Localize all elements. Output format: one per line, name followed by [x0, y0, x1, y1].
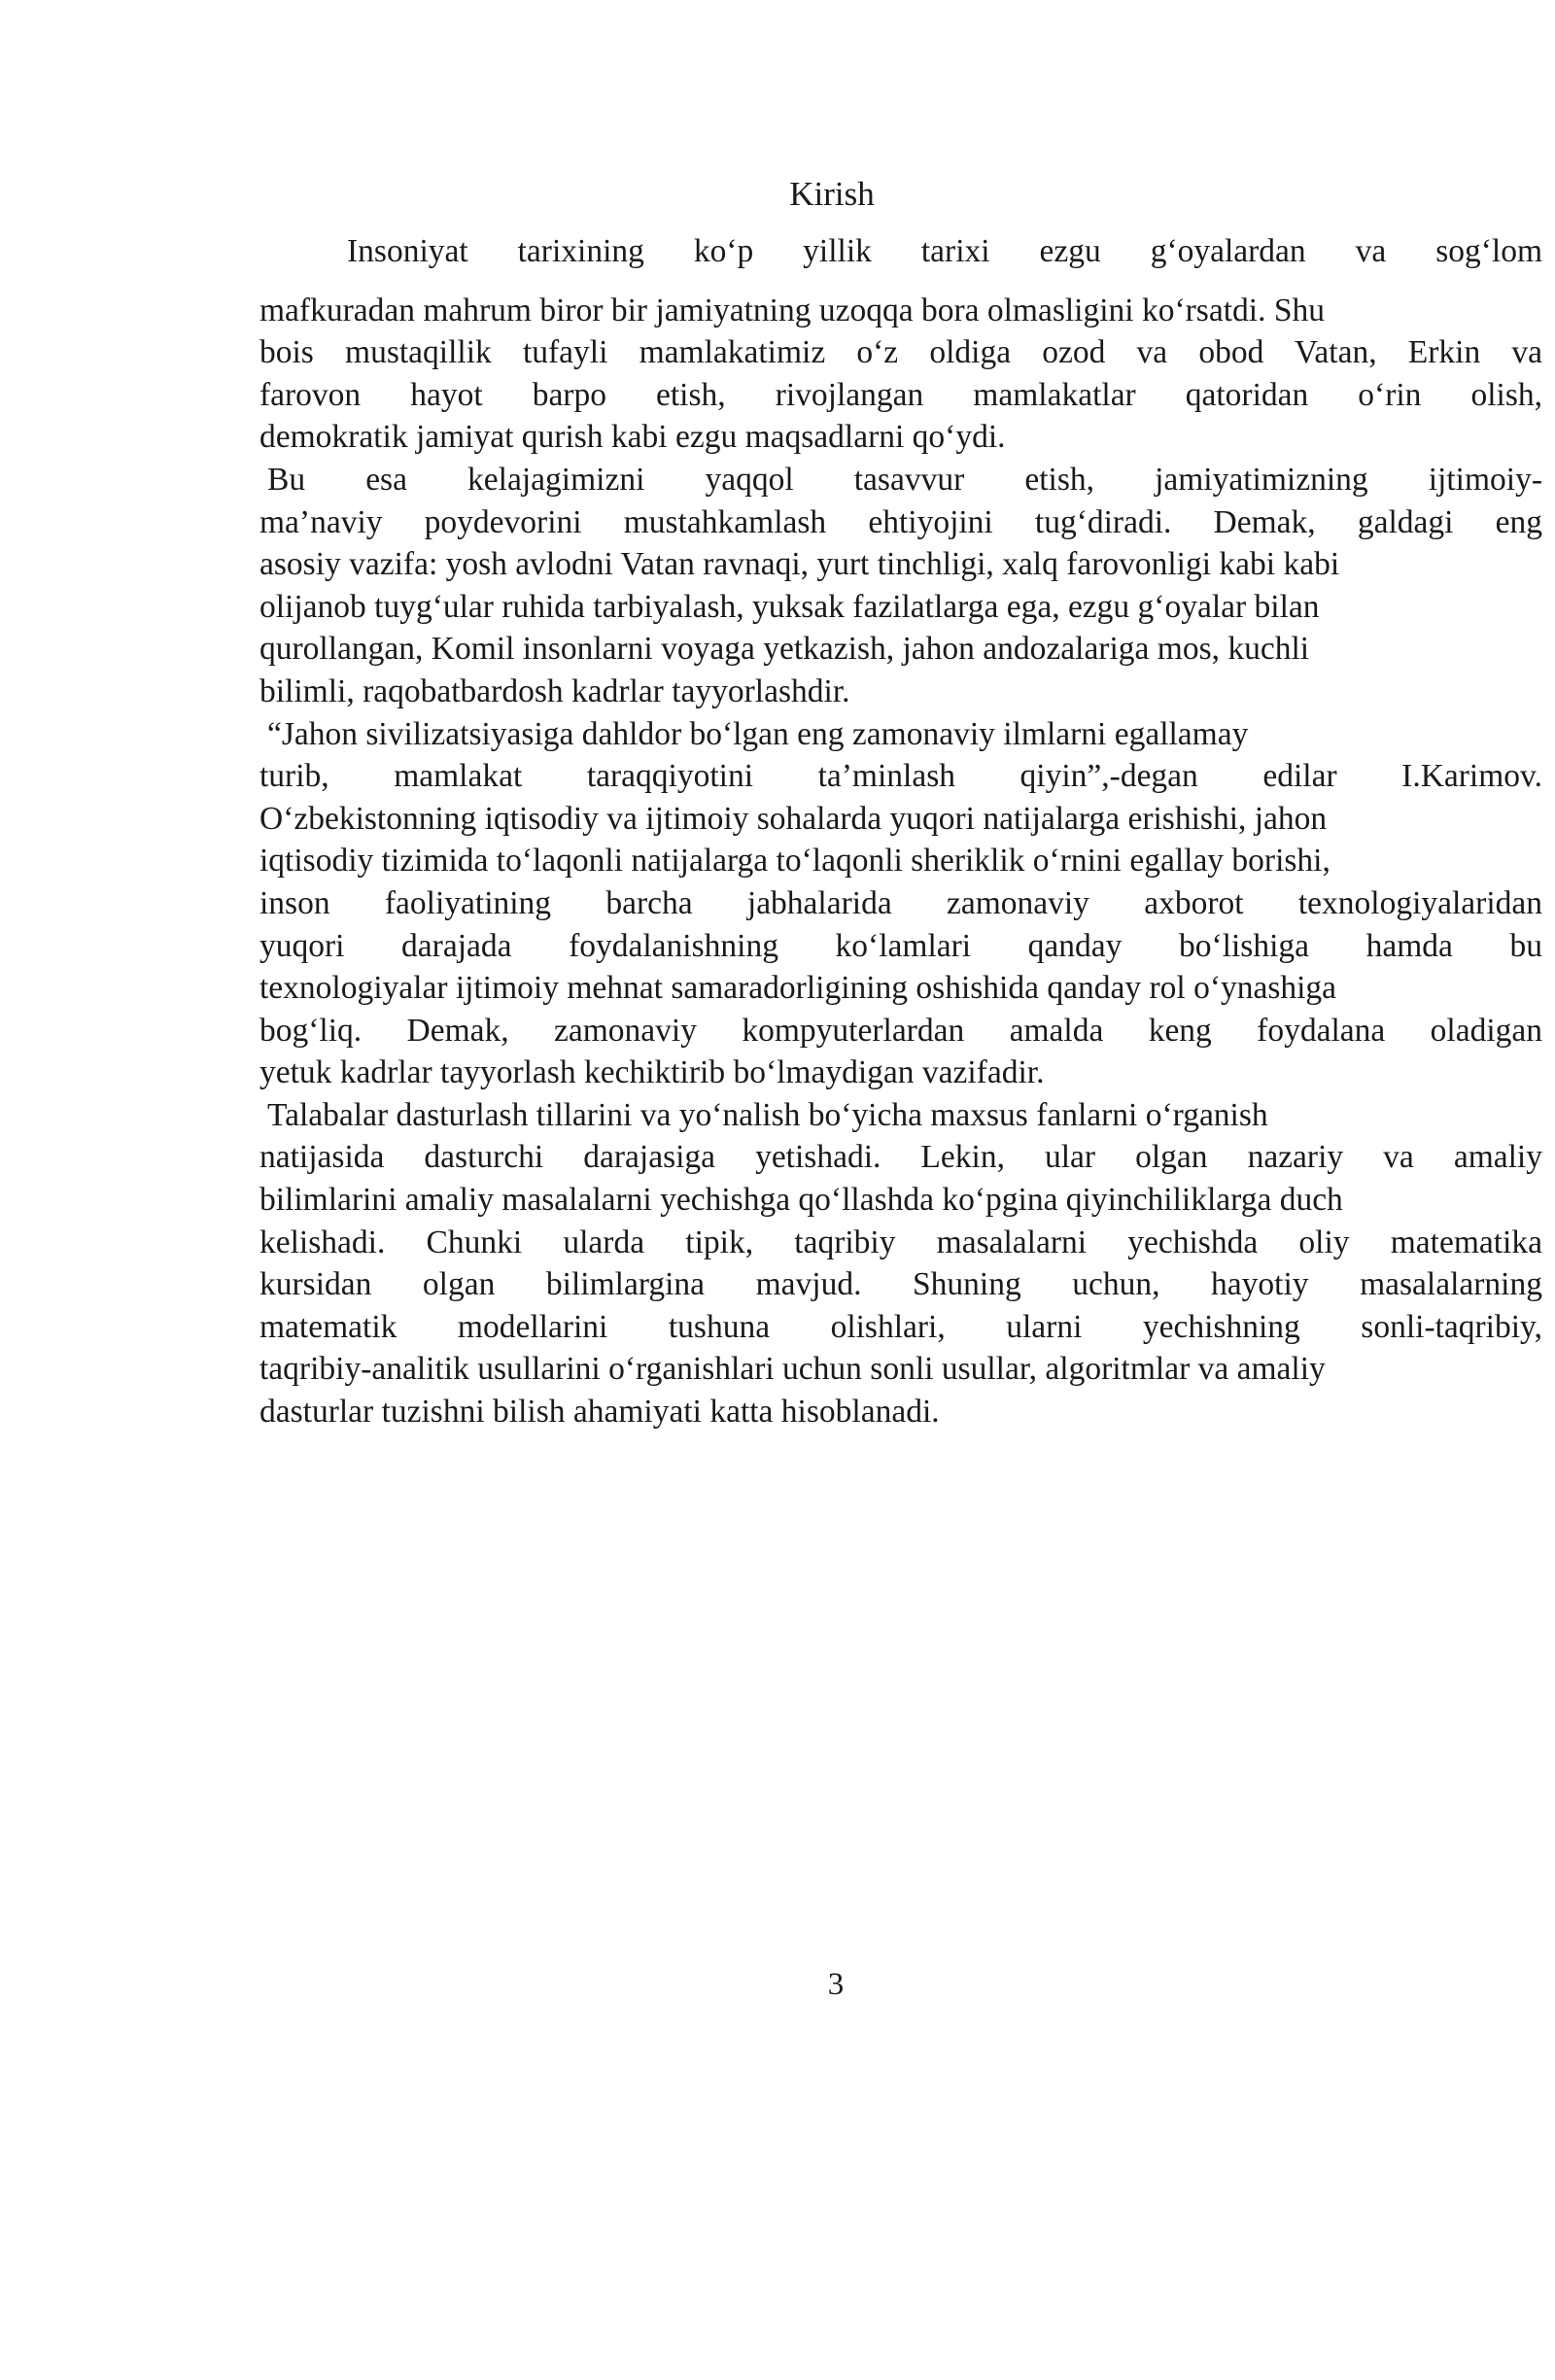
text-line: yetuk kadrlar tayyorlash kechiktirib bo‘lmaydigan vazifadir.	[259, 1054, 1045, 1091]
text-line: matematik modellarini tushuna olishlari, ularni yechishning sonli-taqribiy,	[259, 1308, 1542, 1345]
text-line: texnologiyalar ijtimoiy mehnat samaradorligining oshishida qanday rol o‘ynashiga	[259, 970, 1337, 1007]
text-line: bilimli, raqobatbardosh kadrlar tayyorlashdir.	[259, 673, 850, 709]
text-line: Bu esa kelajagimizni yaqqol tasavvur etish, jamiyatimizning ijtimoiy-	[267, 461, 1542, 498]
text-line: Talabalar dasturlash tillarini va yo‘nalish bo‘yicha maxsus fanlarni o‘rganish	[267, 1096, 1268, 1133]
text-line: asosiy vazifa: yosh avlodni Vatan ravnaqi, yurt tinchligi, xalq farovonligi kabi kabi	[259, 546, 1340, 583]
text-line: natijasida dasturchi darajasiga yetishadi. Lekin, ular olgan nazariy va amaliy	[259, 1139, 1542, 1176]
text-line: turib, mamlakat taraqqiyotini ta’minlash qiyin”,-degan edilar I.Karimov.	[259, 758, 1542, 795]
page-number: 3	[827, 1967, 845, 2002]
text-line: kursidan olgan bilimlargina mavjud. Shuning uchun, hayotiy masalalarning	[259, 1266, 1542, 1303]
text-line: taqribiy-analitik usullarini o‘rganishlari uchun sonli usullar, algoritmlar va amaliy	[259, 1351, 1326, 1388]
text-line: “Jahon sivilizatsiyasiga dahldor bo‘lgan eng zamonaviy ilmlarni egallamay	[267, 715, 1249, 752]
text-line: bois mustaqillik tufayli mamlakatimiz o‘z oldiga ozod va obod Vatan, Erkin va	[259, 334, 1542, 371]
text-line: ma’naviy poydevorini mustahkamlash ehtiyojini tug‘diradi. Demak, galdagi eng	[259, 503, 1542, 540]
text-line: mafkuradan mahrum biror bir jamiyatning uzoqqa bora olmasligini ko‘rsatdi. Shu	[259, 292, 1325, 328]
text-line: kelishadi. Chunki ularda tipik, taqribiy masalalarni yechishda oliy matematika	[259, 1224, 1542, 1260]
text-line: demokratik jamiyat qurish kabi ezgu maqsadlarni qo‘ydi.	[259, 419, 1006, 456]
text-line: inson faoliyatining barcha jabhalarida zamonaviy axborot texnologiyalaridan	[259, 884, 1542, 921]
text-line: farovon hayot barpo etish, rivojlangan mamlakatlar qatoridan o‘rin olish,	[259, 376, 1542, 413]
text-line: qurollangan, Komil insonlarni voyaga yetkazish, jahon andozalariga mos, kuchli	[259, 631, 1310, 668]
page-title: Kirish	[789, 175, 875, 213]
text-line: O‘zbekistonning iqtisodiy va ijtimoiy sohalarda yuqori natijalarga erishishi, jahon	[259, 800, 1328, 837]
text-line: olijanob tuyg‘ular ruhida tarbiyalash, yuksak fazilatlarga ega, ezgu g‘oyalar bilan	[259, 588, 1320, 625]
text-line: Insoniyat tarixining ko‘p yillik tarixi ezgu g‘oyalardan va sog‘lom	[347, 233, 1542, 269]
text-line: iqtisodiy tizimida to‘laqonli natijalarga to‘laqonli sheriklik o‘rnini egallay borishi,	[259, 843, 1330, 880]
text-line: bilimlarini amaliy masalalarni yechishga qo‘llashda ko‘pgina qiyinchiliklarga duch	[259, 1182, 1343, 1219]
body-text	[259, 230, 1542, 1433]
text-line: dasturlar tuzishni bilish ahamiyati katta hisoblanadi.	[259, 1394, 940, 1431]
text-line: yuqori darajada foydalanishning ko‘lamlari qanday bo‘lishiga hamda bu	[259, 927, 1542, 964]
text-line: bog‘liq. Demak, zamonaviy kompyuterlardan amalda keng foydalana oladigan	[259, 1012, 1542, 1049]
